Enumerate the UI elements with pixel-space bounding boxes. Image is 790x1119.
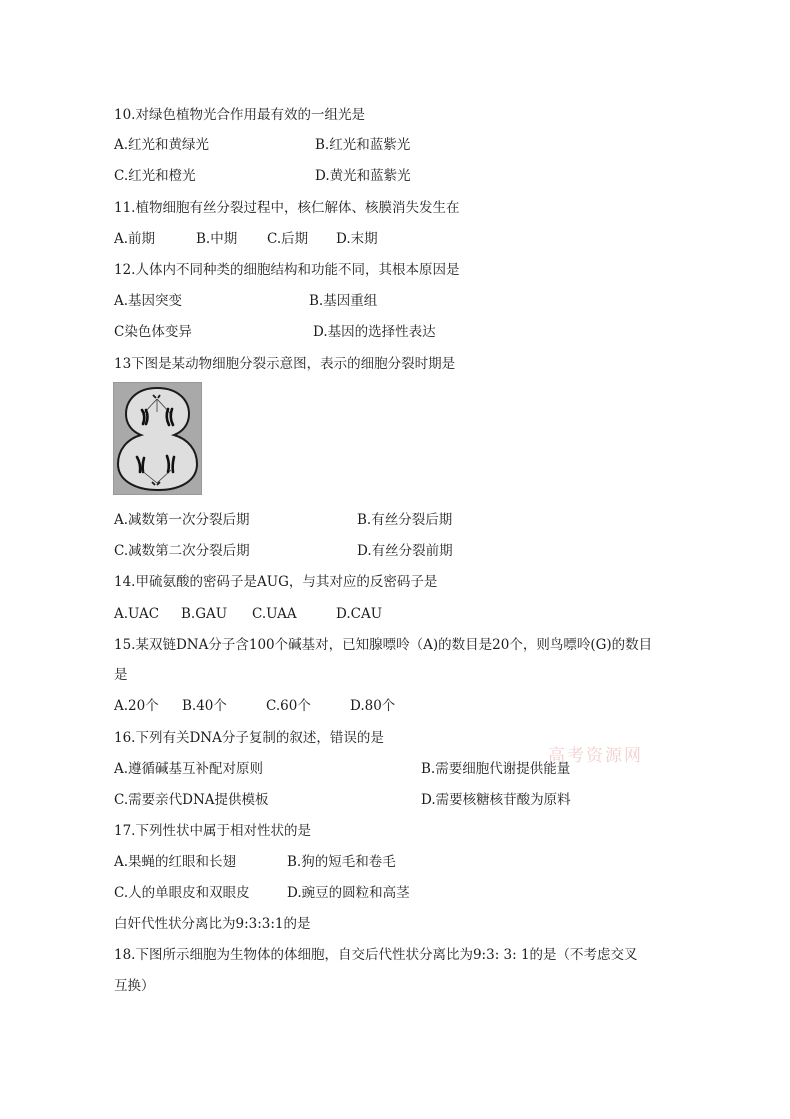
q14-option-a: A.UAC: [114, 606, 160, 622]
cell-division-figure: [113, 382, 202, 495]
q17-option-a: A.果蝇的红眼和长翅: [114, 854, 237, 870]
q11-option-d: D.末期: [336, 231, 378, 247]
q12-option-a: A.基因突变: [114, 293, 183, 309]
q16-option-a: A.遵循碱基互补配对原则: [114, 761, 264, 777]
q16-option-d: D.需要核糖核苷酸为原料: [421, 792, 571, 808]
q15-option-a: A.20个: [114, 698, 159, 714]
q12-option-b: B.基因重组: [309, 293, 378, 309]
q13-option-b: B.有丝分裂后期: [357, 512, 453, 528]
question-14-stem: 14.甲硫氨酸的密码子是AUG，与其对应的反密码子是: [114, 574, 438, 590]
q11-option-c: C.后期: [267, 231, 309, 247]
question-18-stem: 18.下图所示细胞为生物体的体细胞，自交后代性状分离比为9:3: 3: 1的是（不考虑交叉: [114, 947, 638, 963]
stray-text-line: 白奸代性状分离比为9:3:3:1的是: [114, 916, 311, 932]
question-17-stem: 17.下列性状中属于相对性状的是: [114, 823, 311, 839]
q11-option-a: A.前期: [114, 231, 156, 247]
question-10-stem: 10.对绿色植物光合作用最有效的一组光是: [114, 107, 365, 123]
q17-option-d: D.豌豆的圆粒和高茎: [287, 885, 410, 901]
question-15-stem: 15.某双链DNA分子含100个碱基对，已知腺嘌呤（A)的数目是20个，则鸟嘌呤(G)的数目: [114, 637, 653, 653]
q15-option-b: B.40个: [182, 698, 227, 714]
q10-option-b: B.红光和蓝紫光: [315, 137, 411, 153]
q17-option-b: B.狗的短毛和卷毛: [287, 854, 396, 870]
q11-option-b: B.中期: [196, 231, 238, 247]
q16-option-c: C.需要亲代DNA提供模板: [114, 792, 269, 808]
q14-option-c: C.UAA: [252, 606, 297, 622]
q10-option-d: D.黄光和蓝紫光: [315, 168, 411, 184]
q13-option-d: D.有丝分裂前期: [357, 543, 453, 559]
q10-option-c: C.红光和橙光: [114, 168, 196, 184]
question-18-stem-cont: 互换）: [114, 978, 155, 994]
q13-option-a: A.减数第一次分裂后期: [114, 512, 250, 528]
q12-option-c: C染色体变异: [114, 324, 192, 340]
q14-option-d: D.CAU: [336, 606, 383, 622]
question-15-stem-cont: 是: [114, 667, 128, 683]
q16-option-b: B.需要细胞代谢提供能量: [421, 761, 571, 777]
question-16-stem: 16.下列有关DNA分子复制的叙述，错误的是: [114, 730, 384, 746]
q12-option-d: D.基因的选择性表达: [313, 324, 436, 340]
question-13-stem: 13下图是某动物细胞分裂示意图，表示的细胞分裂时期是: [114, 356, 456, 372]
q13-option-c: C.减数第二次分裂后期: [114, 543, 250, 559]
q17-option-c: C.人的单眼皮和双眼皮: [114, 885, 250, 901]
q15-option-c: C.60个: [266, 698, 311, 714]
q15-option-d: D.80个: [350, 698, 396, 714]
watermark: 高考资源网: [548, 746, 643, 766]
q14-option-b: B.GAU: [181, 606, 228, 622]
q10-option-a: A.红光和黄绿光: [114, 137, 210, 153]
question-12-stem: 12.人体内不同种类的细胞结构和功能不同，其根本原因是: [114, 262, 460, 278]
question-11-stem: 11.植物细胞有丝分裂过程中，核仁解体、核膜消失发生在: [114, 200, 460, 216]
